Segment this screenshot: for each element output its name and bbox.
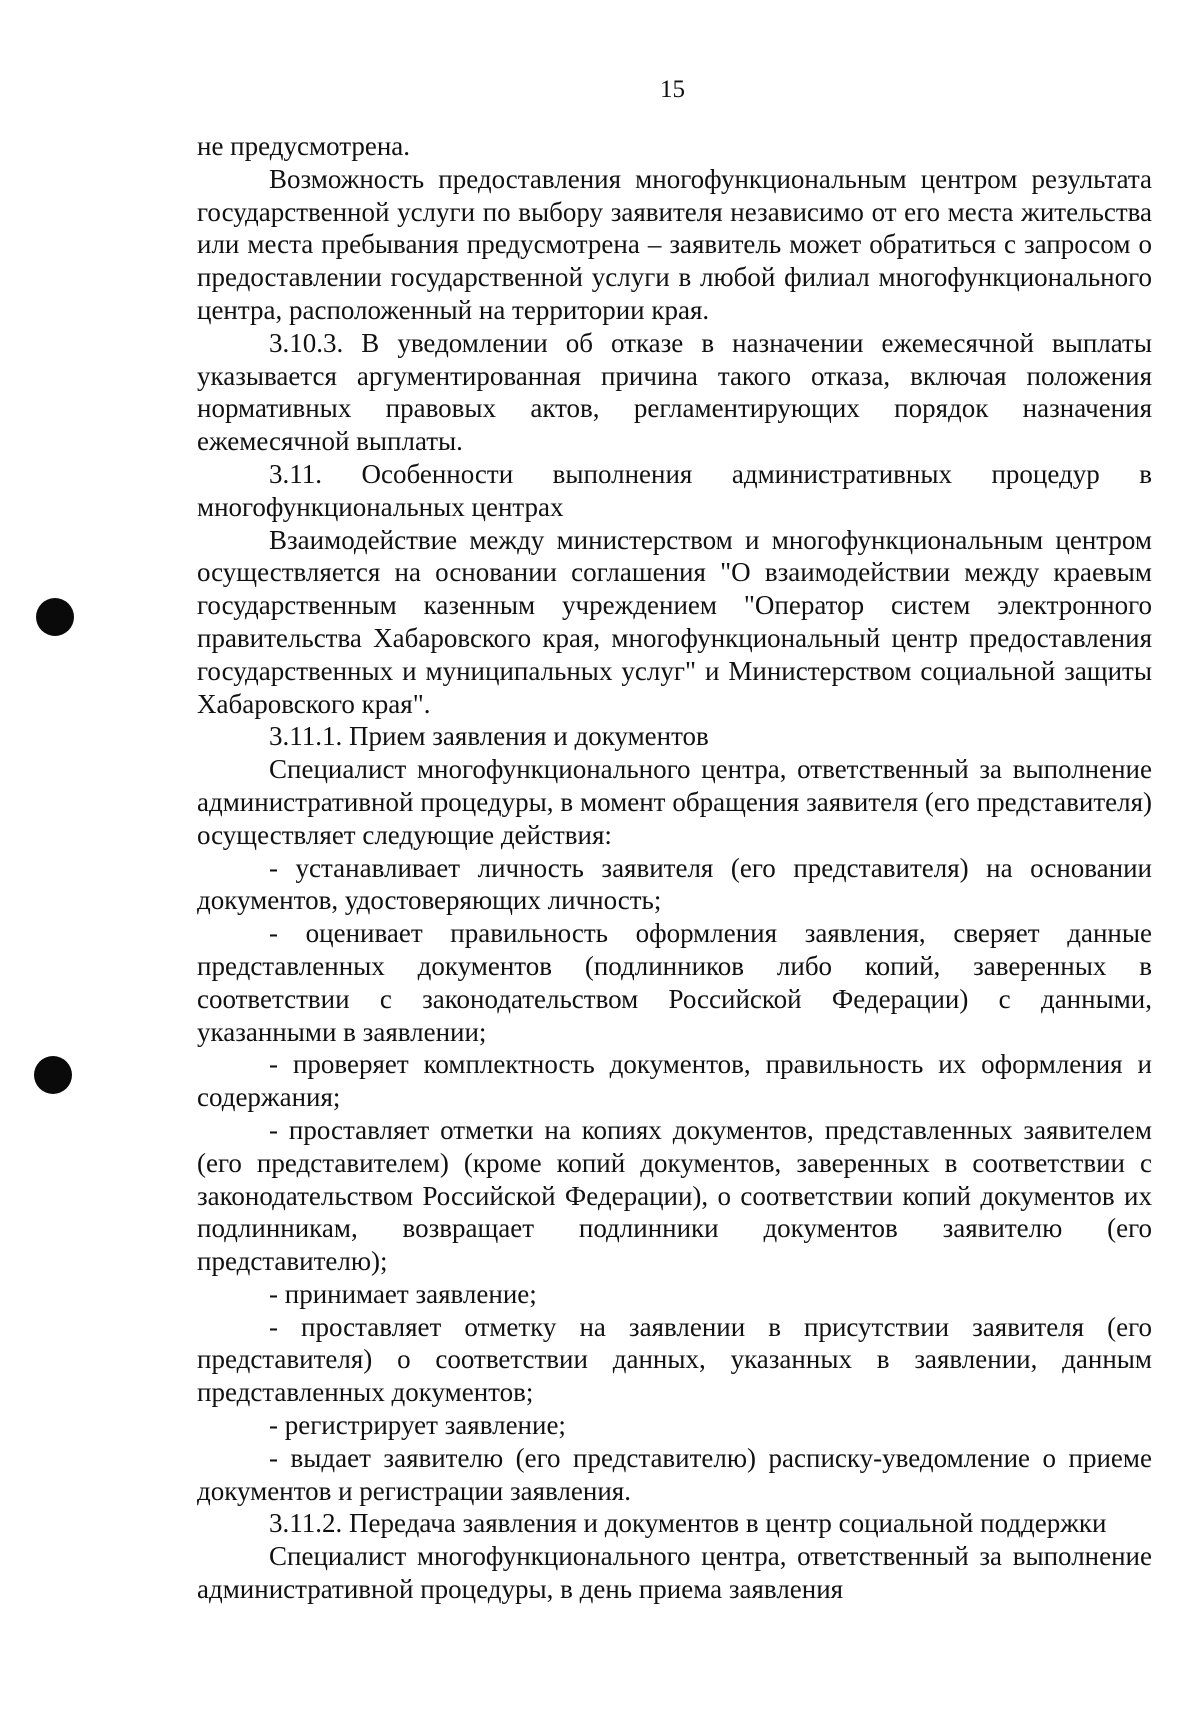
- page-number: 15: [660, 76, 685, 103]
- list-item: - проставляет отметки на копиях документов, представленных заявителем (его представителем) (кроме копий документов, заверенных в соответствии с законодательством Российской Федерации), о соответствии копий документов их подлинникам, возвращает подлинники документов заявителю (его представителю);: [197, 1114, 1152, 1277]
- list-item: - проверяет комплектность документов, правильность их оформления и содержания;: [197, 1049, 1152, 1113]
- paragraph: Взаимодействие между министерством и многофункциональным центром осуществляется на основании соглашения "О взаимодействии между краевым государственным казенным учреждением "Оператор систем электронного правительства Хабаровского края, многофункциональный центр предоставления государственных и муниципальных услуг" и Министерством социальной защиты Хабаровского края".: [197, 524, 1152, 719]
- subsection-heading: 3.11.2. Передача заявления и документов в центр социальной поддержки: [269, 1508, 1107, 1539]
- paragraph: Возможность предоставления многофункциональным центром результата государственной услуги по выбору заявителя независимо от его места жительства или места пребывания предусмотрена – заявитель может обратиться с запросом о предоставлении государственной услуги в любой филиал многофункционального центра, расположенный на территории края.: [197, 163, 1152, 325]
- paragraph: Специалист многофункционального центра, ответственный за выполнение административной процедуры, в день приема заявления: [197, 1541, 1152, 1605]
- document-body: [197, 130, 1152, 1606]
- list-item: - регистрирует заявление;: [269, 1410, 566, 1441]
- list-item: - устанавливает личность заявителя (его представителя) на основании документов, удостоверяющих личность;: [197, 852, 1152, 916]
- paragraph: не предусмотрена.: [197, 131, 411, 161]
- punch-hole-mark: [34, 1056, 72, 1094]
- section-heading: 3.11. Особенности выполнения административных процедур в многофункциональных центрах: [197, 458, 1152, 522]
- list-item: - принимает заявление;: [269, 1278, 537, 1309]
- paragraph: 3.10.3. В уведомлении об отказе в назначении ежемесячной выплаты указывается аргументированная причина такого отказа, включая положения нормативных правовых актов, регламентирующих порядок назначения ежемесячной выплаты.: [197, 327, 1152, 457]
- subsection-heading: 3.11.1. Прием заявления и документов: [269, 721, 709, 752]
- punch-hole-mark: [36, 598, 74, 636]
- list-item: - проставляет отметку на заявлении в присутствии заявителя (его представителя) о соответствии данных, указанных в заявлении, данным представленных документов;: [197, 1311, 1152, 1408]
- paragraph: Специалист многофункционального центра, ответственный за выполнение административной процедуры, в момент обращения заявителя (его представителя) осуществляет следующие действия:: [197, 754, 1152, 850]
- list-item: - оценивает правильность оформления заявления, сверяет данные представленных документов (подлинников либо копий, заверенных в соответствии с законодательством Российской Федерации) с данными, указанными в заявлении;: [197, 918, 1152, 1047]
- list-item: - выдает заявителю (его представителю) расписку-уведомление о приеме документов и регистрации заявления.: [197, 1442, 1152, 1506]
